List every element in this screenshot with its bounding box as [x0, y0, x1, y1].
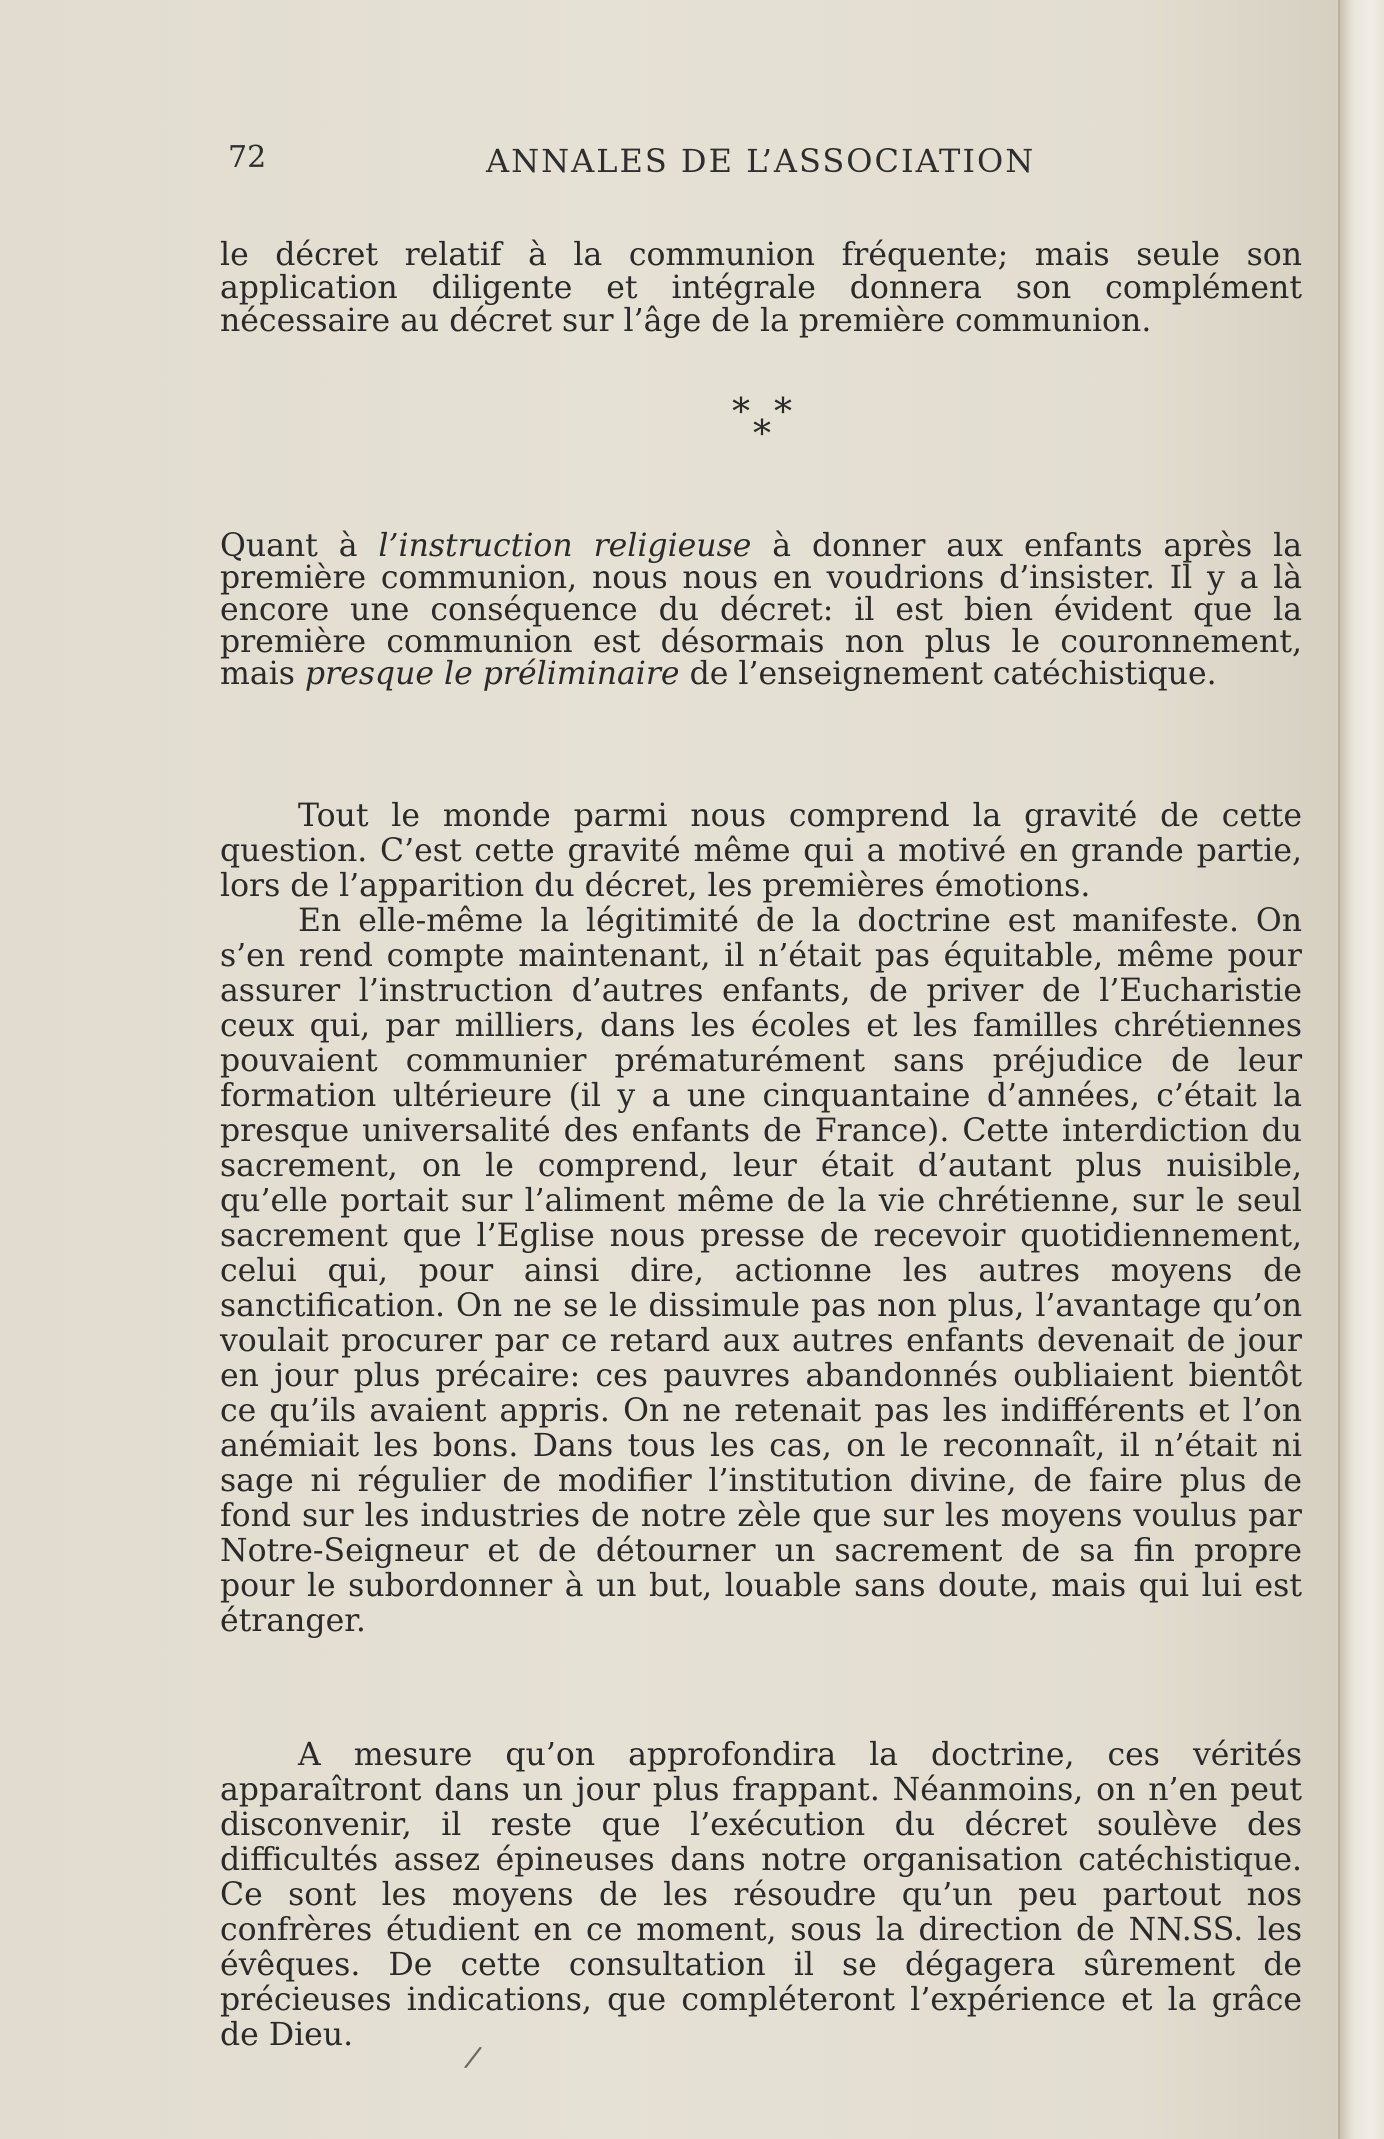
paragraph-text: En elle-même la légitimité de la doctrine est manifeste. On s’en rend compte maintenant, il n’était pas équitable, même pour assurer l’instruction d’autres enfants, de priver de l’Eucharistie ceux qui, par milliers, dans les écoles et les familles chrétiennes pouvaient communier prématurément sans préjudice de leur formation ultérieure (il y a une cinquantaine d’années, c’était la presque universalité des enfants de France). Cette interdiction du sacrement, on le comprend, leur était d’autant plus nuisible, qu’elle portait sur l’aliment même de la vie chrétienne, sur le seul sacrement que l’Eglise nous presse de recevoir quotidiennement, celui qui, pour ainsi dire, actionne les autres moyens de sanctification. On ne se le dissimule pas non plus, l’avantage qu’on voulait procurer par ce retard aux autres enfants devenait de jour en jour plus précaire: ces pauvres abandonnés oubliaient bientôt ce qu’ils avaient appris. On ne retenait pas les indifférents et l’on anémiait les bons. Dans tous les cas, on le reconnaît, il n’était ni sage ni régulier de modifier l’institution divine, de faire plus de fond sur les industries de notre zèle que sur les moyens voulus par Notre-Seigneur et de détourner un sacrement de sa fin propre pour le subordonner à un but, louable sans doute, mais qui lui est étranger.	[220, 903, 1302, 1639]
emphasis-religious-instruction: l’instruction religieuse	[378, 528, 752, 564]
asterism-star-bottom: *	[753, 414, 771, 455]
paragraph-doctrine-difficulties	[220, 1703, 1302, 2088]
paragraph-text: le décret relatif à la communion fréquente; mais seule son application diligente et intégrale donnera son complément nécessaire au décret sur l’âge de la première communion.	[220, 237, 1302, 339]
running-title: ANNALES DE L’ASSOCIATION	[486, 142, 1036, 180]
paragraph-text: A mesure qu’on approfondira la doctrine, ces vérités apparaîtront dans un jour plus frappant. Néanmoins, on n’en peut disconvenir, il reste que l’exécution du décret soulève des difficultés assez épineuses dans notre organisation catéchistique. Ce sont les moyens de les résoudre qu’un peu partout nos confrères étudient en ce moment, sous la direction de NN.SS. les évêques. De cette consultation il se dégagera sûrement de précieuses indications, que compléteront l’expérience et la grâce de Dieu.	[220, 1737, 1302, 2053]
paragraph-text-end: de l’enseignement catéchistique.	[679, 656, 1217, 692]
paragraph-text-start: Quant à	[220, 528, 379, 564]
paragraph-religious-instruction	[220, 498, 1302, 690]
emphasis-preliminary: presque le préliminaire	[304, 656, 680, 692]
running-head	[228, 140, 1308, 186]
paragraph-decree-conclusion	[220, 206, 1302, 371]
pencil-mark: /	[462, 2039, 484, 2076]
page-edge	[1338, 0, 1384, 2139]
page-number: 72	[228, 140, 267, 175]
paragraph-text-middle: à donner aux enfants après la première communion, nous nous en voudrions d’insister. Il y a là encore une conséquence du décret: il est bien évident que la première communion est désormais non plus le couronnement, mais	[220, 528, 1302, 692]
asterism-star-left: *	[732, 392, 750, 433]
paragraph-doctrine-legitimacy	[220, 869, 1302, 1674]
asterism-separator	[732, 392, 802, 455]
asterism-star-right: *	[774, 392, 792, 433]
paragraph-text: Tout le monde parmi nous comprend la gravité de cette question. C’est cette gravité même qui a motivé en grande partie, lors de l’apparition du décret, les premières émotions.	[220, 798, 1302, 904]
